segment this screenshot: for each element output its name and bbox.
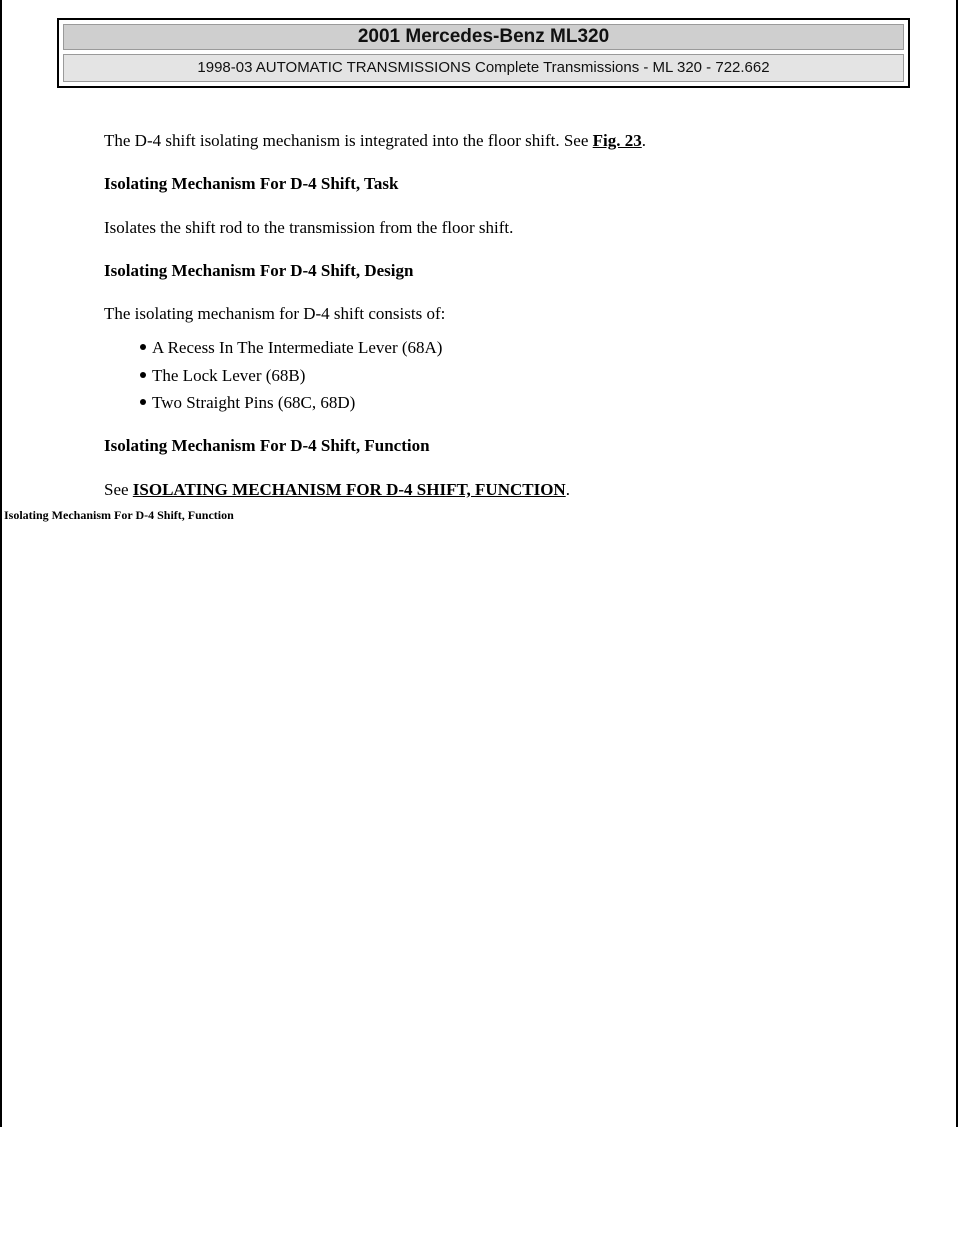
list-item-text: A Recess In The Intermediate Lever (68A) [152, 338, 443, 357]
intro-paragraph [104, 130, 646, 152]
list-item-text: The Lock Lever (68B) [152, 366, 306, 385]
header-title: 2001 Mercedes-Benz ML320 [63, 24, 904, 50]
header-subtitle: 1998-03 AUTOMATIC TRANSMISSIONS Complete Transmissions - ML 320 - 722.662 [63, 54, 904, 82]
fig-23-link[interactable]: Fig. 23 [592, 131, 642, 150]
list-item-text: Two Straight Pins (68C, 68D) [152, 393, 356, 412]
see-text: See [104, 480, 133, 499]
heading-function: Isolating Mechanism For D-4 Shift, Function [104, 436, 430, 455]
list-item [140, 392, 355, 414]
heading-design: Isolating Mechanism For D-4 Shift, Design [104, 261, 414, 280]
design-paragraph: The isolating mechanism for D-4 shift consists of: [104, 304, 446, 323]
function-link[interactable]: ISOLATING MECHANISM FOR D-4 SHIFT, FUNCTION [132, 480, 566, 499]
intro-end: . [641, 131, 647, 150]
document-header [57, 18, 910, 88]
intro-text: The D-4 shift isolating mechanism is integrated into the floor shift. See [104, 131, 593, 150]
bullet-icon [140, 344, 146, 350]
figure-caption: Isolating Mechanism For D-4 Shift, Function [4, 508, 234, 522]
see-end: . [565, 480, 570, 499]
list-item [140, 337, 442, 359]
bullet-icon [140, 399, 146, 405]
list-item [140, 365, 305, 387]
heading-task: Isolating Mechanism For D-4 Shift, Task [104, 174, 399, 193]
see-paragraph [104, 479, 570, 501]
task-paragraph: Isolates the shift rod to the transmission from the floor shift. [104, 218, 514, 237]
bullet-icon [140, 372, 146, 378]
